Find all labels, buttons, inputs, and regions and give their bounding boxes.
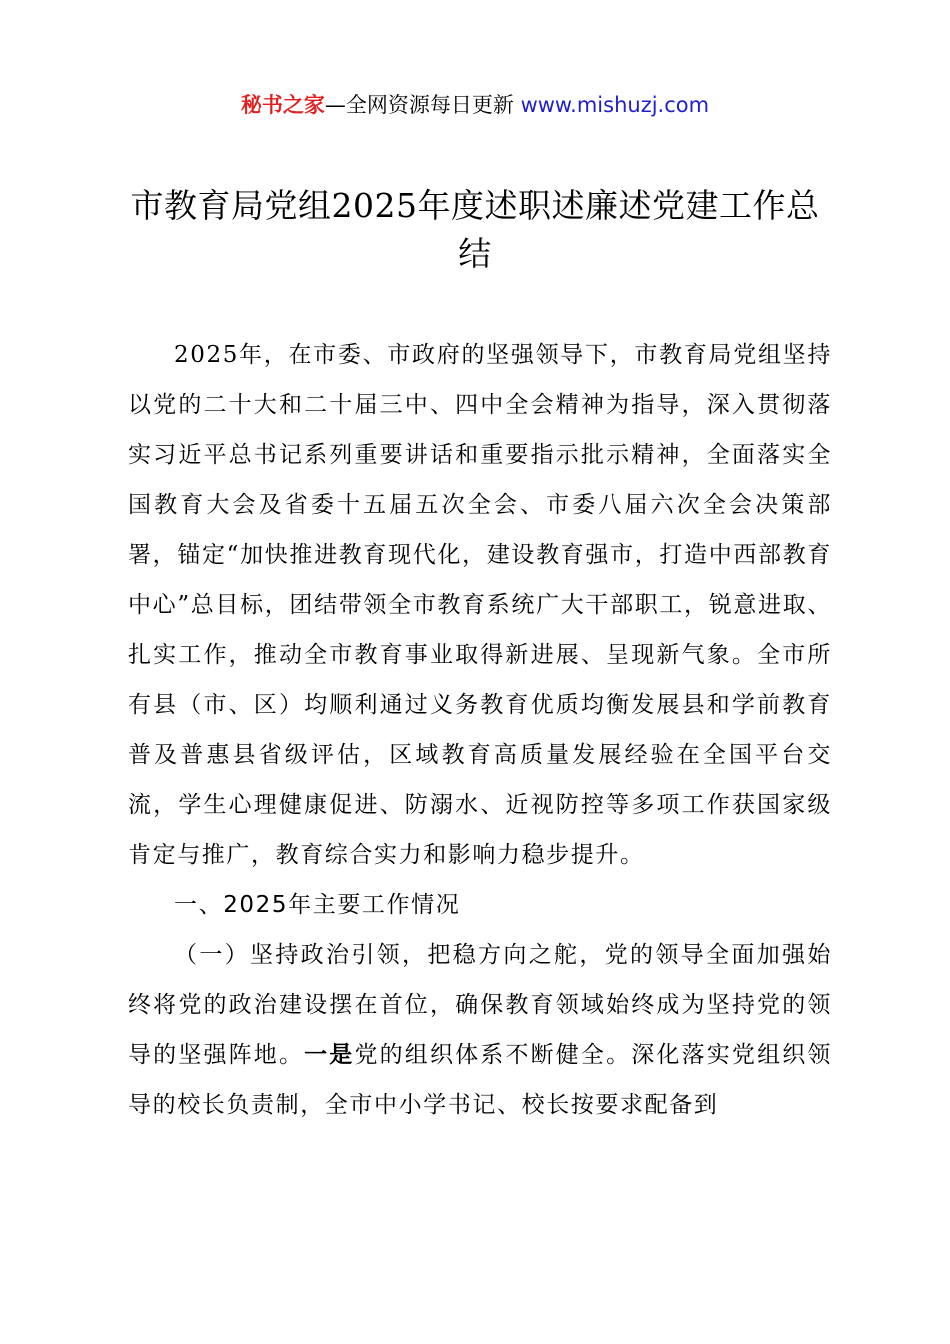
document-body [128,330,832,1130]
section-heading: 一、2025年主要工作情况 [174,892,461,918]
subsection-text-part1: （一）坚持政治引领，把稳方向之舵，党的领导全面加强始终将党的政治建设摆在首位，确保教育领域始终成为坚持党的领导的坚强阵地。 [128,942,832,1068]
bold-marker: 一是 [304,1041,355,1068]
site-header [0,88,950,122]
subsection-paragraph [128,930,832,1130]
site-url-link[interactable]: www.mishuzj.com [520,93,710,117]
site-tagline: —全网资源每日更新 [324,93,514,117]
document-title: 市教育局党组2025年度述职述廉述党建工作总结 [130,186,820,273]
subsection-text-part2: 党的组织体系不断健全。深化落实党组织领导的校长负责制，全市中小学书记、校长按要求配备到 [128,1042,832,1118]
site-brand: 秘书之家 [240,93,325,117]
intro-paragraph: 2025年，在市委、市政府的坚强领导下，市教育局党组坚持以党的二十大和二十届三中、四中全会精神为指导，深入贯彻落实习近平总书记系列重要讲话和重要指示批示精神，全面落实全国教育大会及省委十五届五次全会、市委八届六次全会决策部署，锚定“加快推进教育现代化，建设教育强市，打造中西部教育中心”总目标，团结带领全市教育系统广大干部职工，锐意进取、扎实工作，推动全市教育事业取得新进展、呈现新气象。全市所有县（市、区）均顺利通过义务教育优质均衡发展县和学前教育普及普惠县省级评估，区域教育高质量发展经验在全国平台交流，学生心理健康促进、防溺水、近视防控等多项工作获国家级肯定与推广，教育综合实力和影响力稳步提升。 [128,342,832,868]
